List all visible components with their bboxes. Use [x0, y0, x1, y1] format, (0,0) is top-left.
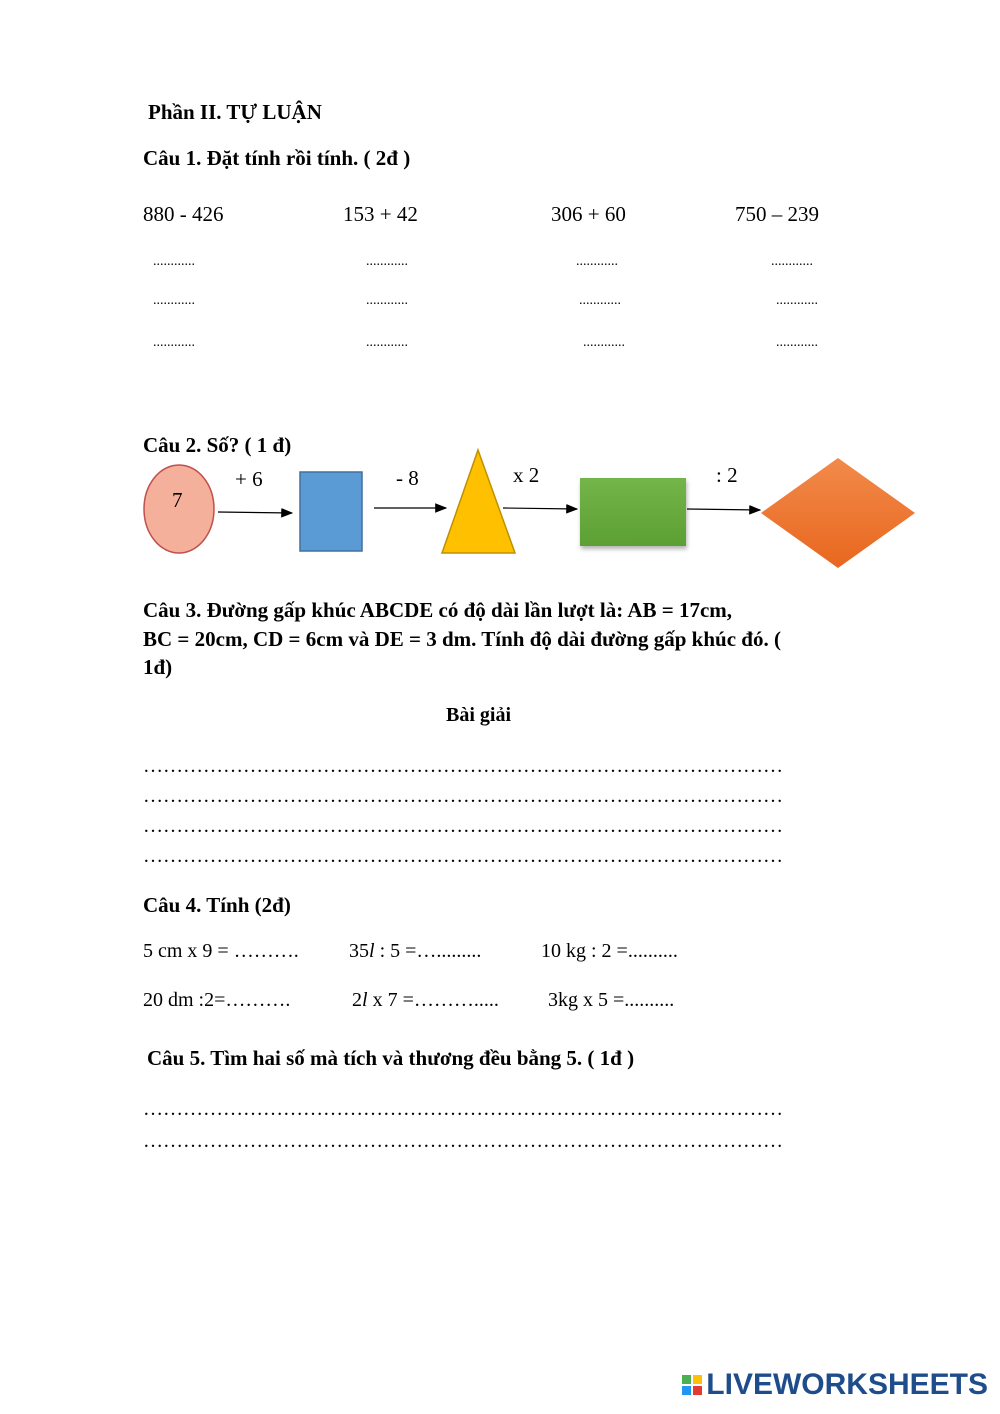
number-chain-diagram — [0, 440, 1000, 580]
blank-3-3[interactable]: ............ — [583, 335, 625, 350]
blank-4-1[interactable]: ............ — [771, 254, 813, 269]
calc-4[interactable]: 20 dm :2=………. — [143, 989, 291, 1011]
question-3-line-1: Câu 3. Đường gấp khúc ABCDE có độ dài lần lượt là: AB = 17cm, — [143, 598, 733, 622]
problem-2: 153 + 42 — [343, 202, 418, 226]
op-label-4: : 2 — [716, 463, 738, 487]
answer-green-rectangle[interactable] — [580, 478, 686, 546]
problem-4: 750 – 239 — [735, 202, 819, 226]
blank-4-3[interactable]: ............ — [776, 335, 818, 350]
calc-2-unit: l — [369, 940, 375, 962]
arrow-1 — [218, 512, 292, 513]
section-title: Phần II. TỰ LUẬN — [148, 100, 322, 124]
answer-triangle[interactable] — [442, 450, 515, 553]
calc-2-number: 35 — [349, 940, 369, 962]
calc-5[interactable] — [352, 989, 499, 1012]
question-2-title: Câu 2. Số? ( 1 đ) — [143, 433, 292, 457]
answer-line-2[interactable]: …………………………………………………………………………………… — [143, 785, 783, 807]
blank-2-2[interactable]: ............ — [366, 293, 408, 308]
calc-5-unit: l — [362, 989, 368, 1011]
problem-1: 880 - 426 — [143, 202, 224, 226]
arrow-4 — [687, 509, 760, 510]
blank-2-3[interactable]: ............ — [366, 335, 408, 350]
start-number: 7 — [172, 488, 183, 512]
answer-box-rectangle[interactable] — [300, 472, 362, 551]
question-3-line-3: 1đ) — [143, 655, 173, 679]
blank-3-1[interactable]: ............ — [576, 254, 618, 269]
liveworksheets-logo — [682, 1368, 988, 1402]
problem-3: 306 + 60 — [551, 202, 626, 226]
q5-answer-line-1[interactable]: …………………………………………………………………………………… — [143, 1098, 783, 1120]
answer-diamond[interactable] — [761, 458, 915, 568]
calc-2[interactable] — [349, 940, 481, 963]
calc-5-rest: x 7 =………..... — [367, 989, 499, 1011]
blank-1-2[interactable]: ............ — [153, 293, 195, 308]
op-label-2: - 8 — [396, 466, 419, 490]
logo-text: LIVEWORKSHEETS — [706, 1368, 988, 1401]
blank-2-1[interactable]: ............ — [366, 254, 408, 269]
calc-1[interactable]: 5 cm x 9 = ………. — [143, 940, 299, 962]
arrow-3 — [503, 508, 577, 509]
calc-5-number: 2 — [352, 989, 362, 1011]
calc-6[interactable]: 3kg x 5 =.......... — [548, 989, 675, 1011]
blank-3-2[interactable]: ............ — [579, 293, 621, 308]
op-label-1: + 6 — [235, 467, 263, 491]
answer-line-3[interactable]: …………………………………………………………………………………… — [143, 815, 783, 837]
blank-1-1[interactable]: ............ — [153, 254, 195, 269]
question-4-title: Câu 4. Tính (2đ) — [143, 893, 291, 917]
calc-3[interactable]: 10 kg : 2 =.......... — [541, 940, 678, 962]
op-label-3: x 2 — [513, 463, 540, 487]
blank-1-3[interactable]: ............ — [153, 335, 195, 350]
blank-4-2[interactable]: ............ — [776, 293, 818, 308]
question-3-line-2: BC = 20cm, CD = 6cm và DE = 3 dm. Tính độ dài đường gấp khúc đó. ( — [143, 627, 781, 651]
answer-line-1[interactable]: …………………………………………………………………………………… — [143, 755, 783, 777]
solution-title: Bài giải — [446, 704, 512, 726]
question-5-title: Câu 5. Tìm hai số mà tích và thương đều bằng 5. ( 1đ ) — [147, 1046, 635, 1070]
q5-answer-line-2[interactable]: …………………………………………………………………………………… — [143, 1130, 783, 1152]
logo-icon — [682, 1375, 702, 1395]
question-1-title: Câu 1. Đặt tính rồi tính. ( 2đ ) — [143, 146, 411, 170]
calc-2-rest: : 5 =…......... — [374, 940, 482, 962]
answer-line-4[interactable]: …………………………………………………………………………………… — [143, 845, 783, 867]
